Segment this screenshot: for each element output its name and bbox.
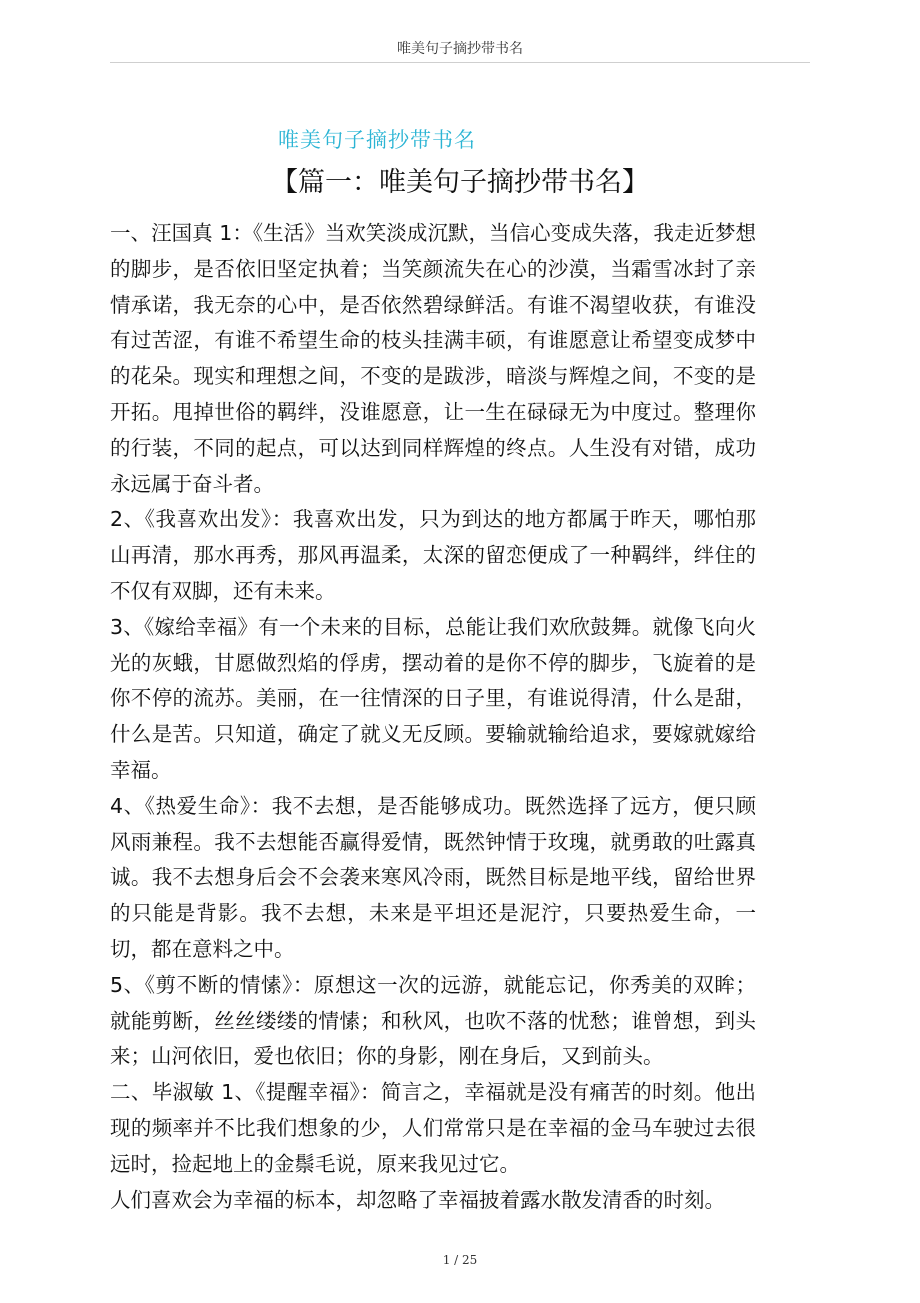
page-number: 1 / 25 [442, 1253, 478, 1267]
document-body [110, 216, 756, 1218]
document-title: 唯美句子摘抄带书名 [278, 128, 476, 152]
paragraph: 3、《嫁给幸福》有一个未来的目标，总能让我们欢欣鼓舞。就像飞向火光的灰蛾，甘愿做烈焰的俘虏，摆动着的是你不停的脚步，飞旋着的是你不停的流苏。美丽，在一往情深的日子里，有谁说得清，什么是甜，什么是苦。只知道，确定了就义无反顾。要输就输给追求，要嫁就嫁给幸福。 [110, 614, 756, 782]
section-title: 【篇一：唯美句子摘抄带书名】 [271, 167, 649, 198]
paragraph: 人们喜欢会为幸福的标本，却忽略了幸福披着露水散发清香的时刻。 [110, 1187, 725, 1212]
paragraph: 一、汪国真 1：《生活》当欢笑淡成沉默，当信心变成失落，我走近梦想的脚步，是否依旧坚定执着；当笑颜流失在心的沙漠，当霜雪冰封了亲情承诺，我无奈的心中，是否依然碧绿鲜活。有谁不渴望收获，有谁没有过苦涩，有谁不希望生命的枝头挂满丰硕，有谁愿意让希望变成梦中的花朵。现实和理想之间，不变的是跋涉，暗淡与辉煌之间，不变的是开拓。甩掉世俗的羁绊，没谁愿意，让一生在碌碌无为中度过。整理你的行装，不同的起点，可以达到同样辉煌的终点。人生没有对错，成功永远属于奋斗者。 [110, 221, 756, 496]
header-divider [110, 62, 810, 63]
paragraph: 4、《热爱生命》：我不去想，是否能够成功。既然选择了远方，便只顾风雨兼程。我不去想能否赢得爱情，既然钟情于玫瑰，就勇敢的吐露真诚。我不去想身后会不会袭来寒风冷雨，既然目标是地平线，留给世界的只能是背影。我不去想，未来是平坦还是泥泞，只要热爱生命，一切，都在意料之中。 [110, 793, 756, 961]
running-header: 唯美句子摘抄带书名 [397, 41, 523, 57]
paragraph: 5、《剪不断的情愫》：原想这一次的远游，就能忘记，你秀美的双眸；就能剪断，丝丝缕缕的情愫；和秋风，也吹不落的忧愁；谁曾想，到头来；山河依旧，爱也依旧；你的身影，刚在身后，又到前头。 [110, 972, 756, 1069]
paragraph: 二、毕淑敏 1、《提醒幸福》：简言之，幸福就是没有痛苦的时刻。他出现的频率并不比我们想象的少，人们常常只是在幸福的金马车驶过去很远时，捡起地上的金鬃毛说，原来我见过它。 [110, 1080, 756, 1176]
paragraph: 2、《我喜欢出发》：我喜欢出发，只为到达的地方都属于昨天，哪怕那山再清，那水再秀，那风再温柔，太深的留恋便成了一种羁绊，绊住的不仅有双脚，还有未来。 [110, 507, 756, 603]
